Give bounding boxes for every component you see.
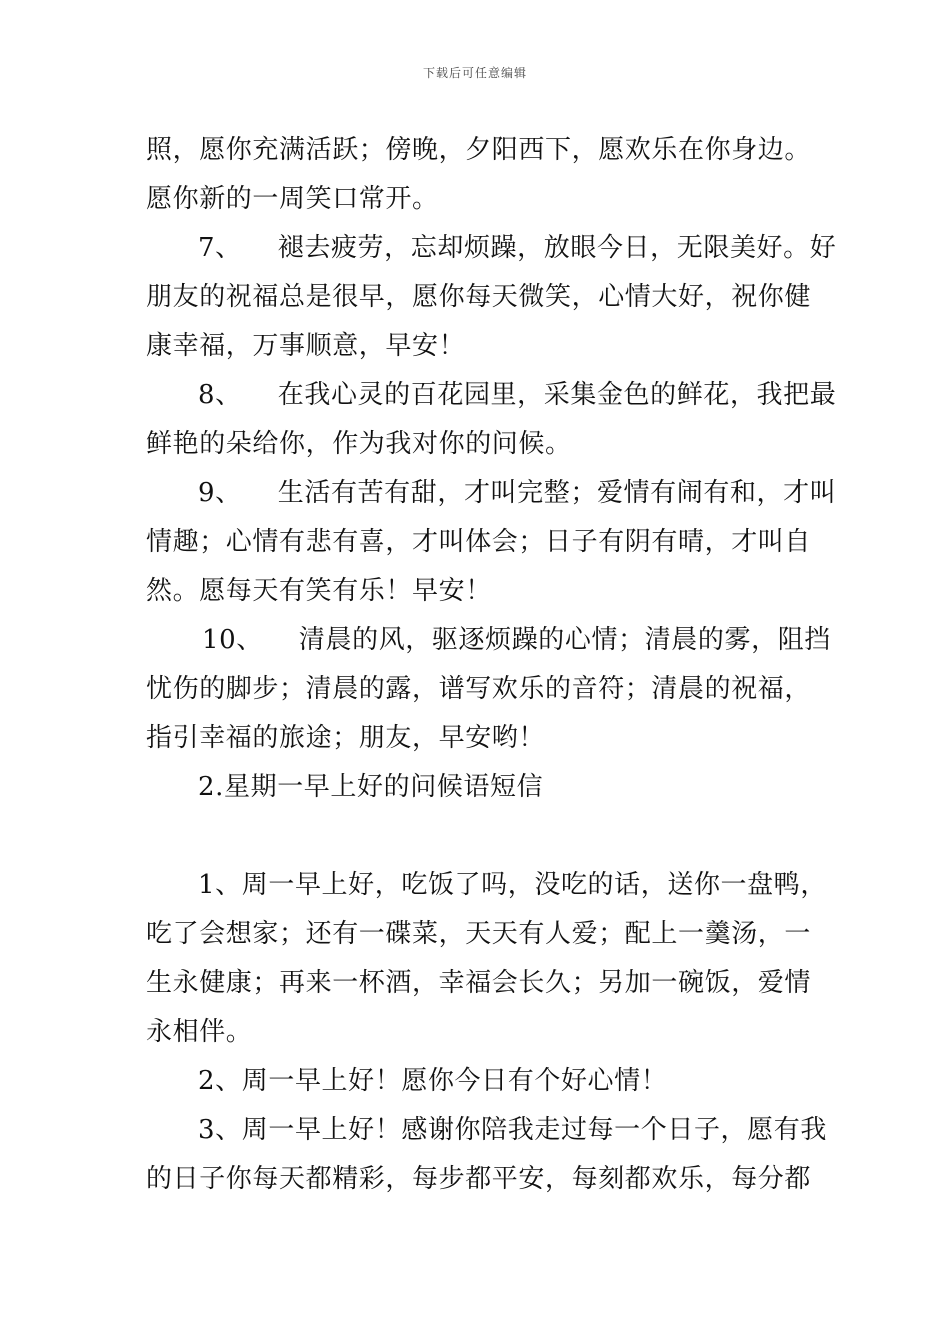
text-line: 愿你新的一周笑口常开。 [146,184,439,214]
text-line: 鲜艳的朵给你，作为我对你的问候。 [146,429,572,459]
list-number: 9、 [198,478,242,508]
blank-line [146,812,808,861]
text-line: 情趣；心情有悲有喜，才叫体会；日子有阴有晴，才叫自 [146,527,812,557]
list-number: 8、 [198,380,242,410]
text-line: 然。愿每天有笑有乐！早安！ [146,576,492,606]
text-line: 生活有苦有甜，才叫完整；爱情有闹有和，才叫 [277,478,837,508]
text-line: 朋友的祝福总是很早，愿你每天微笑，心情大好，祝你健 [146,282,812,312]
text-line: 生永健康；再来一杯酒，幸福会长久；另加一碗饭，爱情 [146,968,812,998]
list-item-10 [146,616,831,665]
list-number: 10、 [202,625,263,655]
list-item-9 [146,469,837,518]
list-item-7 [146,224,837,273]
text-line: 在我心灵的百花园里，采集金色的鲜花，我把最 [277,380,837,410]
page-header: 下载后可任意编辑 [422,66,527,80]
document-body [146,126,837,1204]
text-line: 清晨的风，驱逐烦躁的心情；清晨的雾，阻挡 [298,625,831,655]
section-heading: 2.星期一早上好的问候语短信 [198,772,544,802]
list-item-8 [146,371,837,420]
text-line: 2、周一早上好！愿你今日有个好心情！ [198,1066,668,1096]
text-line: 的日子你每天都精彩，每步都平安，每刻都欢乐，每分都 [146,1164,812,1194]
text-line: 永相伴。 [146,1017,253,1047]
text-line: 1、周一早上好，吃饭了吗，没吃的话，送你一盘鸭， [198,870,827,900]
text-line: 照，愿你充满活跃；傍晚，夕阳西下，愿欢乐在你身边。 [146,135,812,165]
text-line: 褪去疲劳，忘却烦躁，放眼今日，无限美好。好 [277,233,837,263]
text-line: 忧伤的脚步；清晨的露，谱写欢乐的音符；清晨的祝福， [146,674,812,704]
list-number: 7、 [198,233,242,263]
text-line: 吃了会想家；还有一碟菜，天天有人爱；配上一羹汤，一 [146,919,812,949]
text-line: 3、周一早上好！感谢你陪我走过每一个日子，愿有我 [198,1115,827,1145]
text-line: 指引幸福的旅途；朋友，早安哟！ [146,723,546,753]
text-line: 康幸福，万事顺意，早安！ [146,331,466,361]
